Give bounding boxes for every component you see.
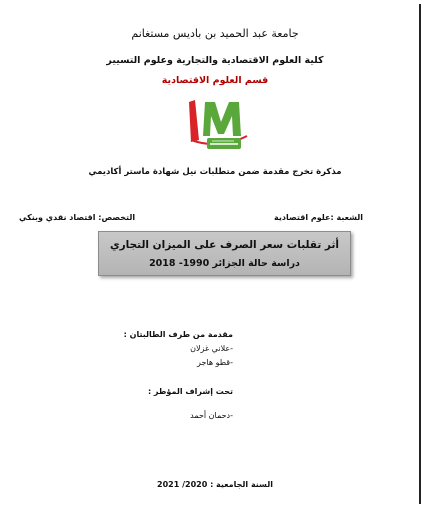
authors-heading: مقدمة من طرف الطالبتان : — [123, 330, 233, 339]
author-name: -قطو هاجر — [197, 358, 233, 367]
document-page — [9, 4, 421, 504]
faculty-name: كلية العلوم الاقتصادية والتجارية وعلوم التسيير — [106, 55, 324, 66]
author-name: -علاني غزلان — [190, 344, 233, 353]
branch-label: الشعبة :علوم اقتصادية — [274, 213, 363, 222]
supervisor-name: -دحمان أحمد — [190, 411, 233, 420]
department-name: قسم العلوم الاقتصادية — [161, 75, 269, 86]
specialty-label: التخصص: اقتصاد نقدي وبنكي — [19, 213, 136, 222]
university-name: جامعة عبد الحميد بن باديس مستغانم — [131, 27, 299, 40]
supervisor-heading: تحت إشراف المؤطر : — [147, 387, 233, 396]
title-box — [98, 231, 351, 276]
thesis-title: أثر تقلبات سعر الصرف على الميزان التجاري — [109, 239, 340, 251]
thesis-subtitle: دراسة حالة الجزائر 1990- 2018 — [149, 258, 300, 269]
thesis-type: مذكرة تخرج مقدمة ضمن متطلبات نيل شهادة ماستر أكاديمي — [88, 167, 342, 177]
academic-year: السنة الجامعية : 2020/ 2021 — [157, 480, 273, 489]
university-logo-icon — [185, 96, 251, 152]
